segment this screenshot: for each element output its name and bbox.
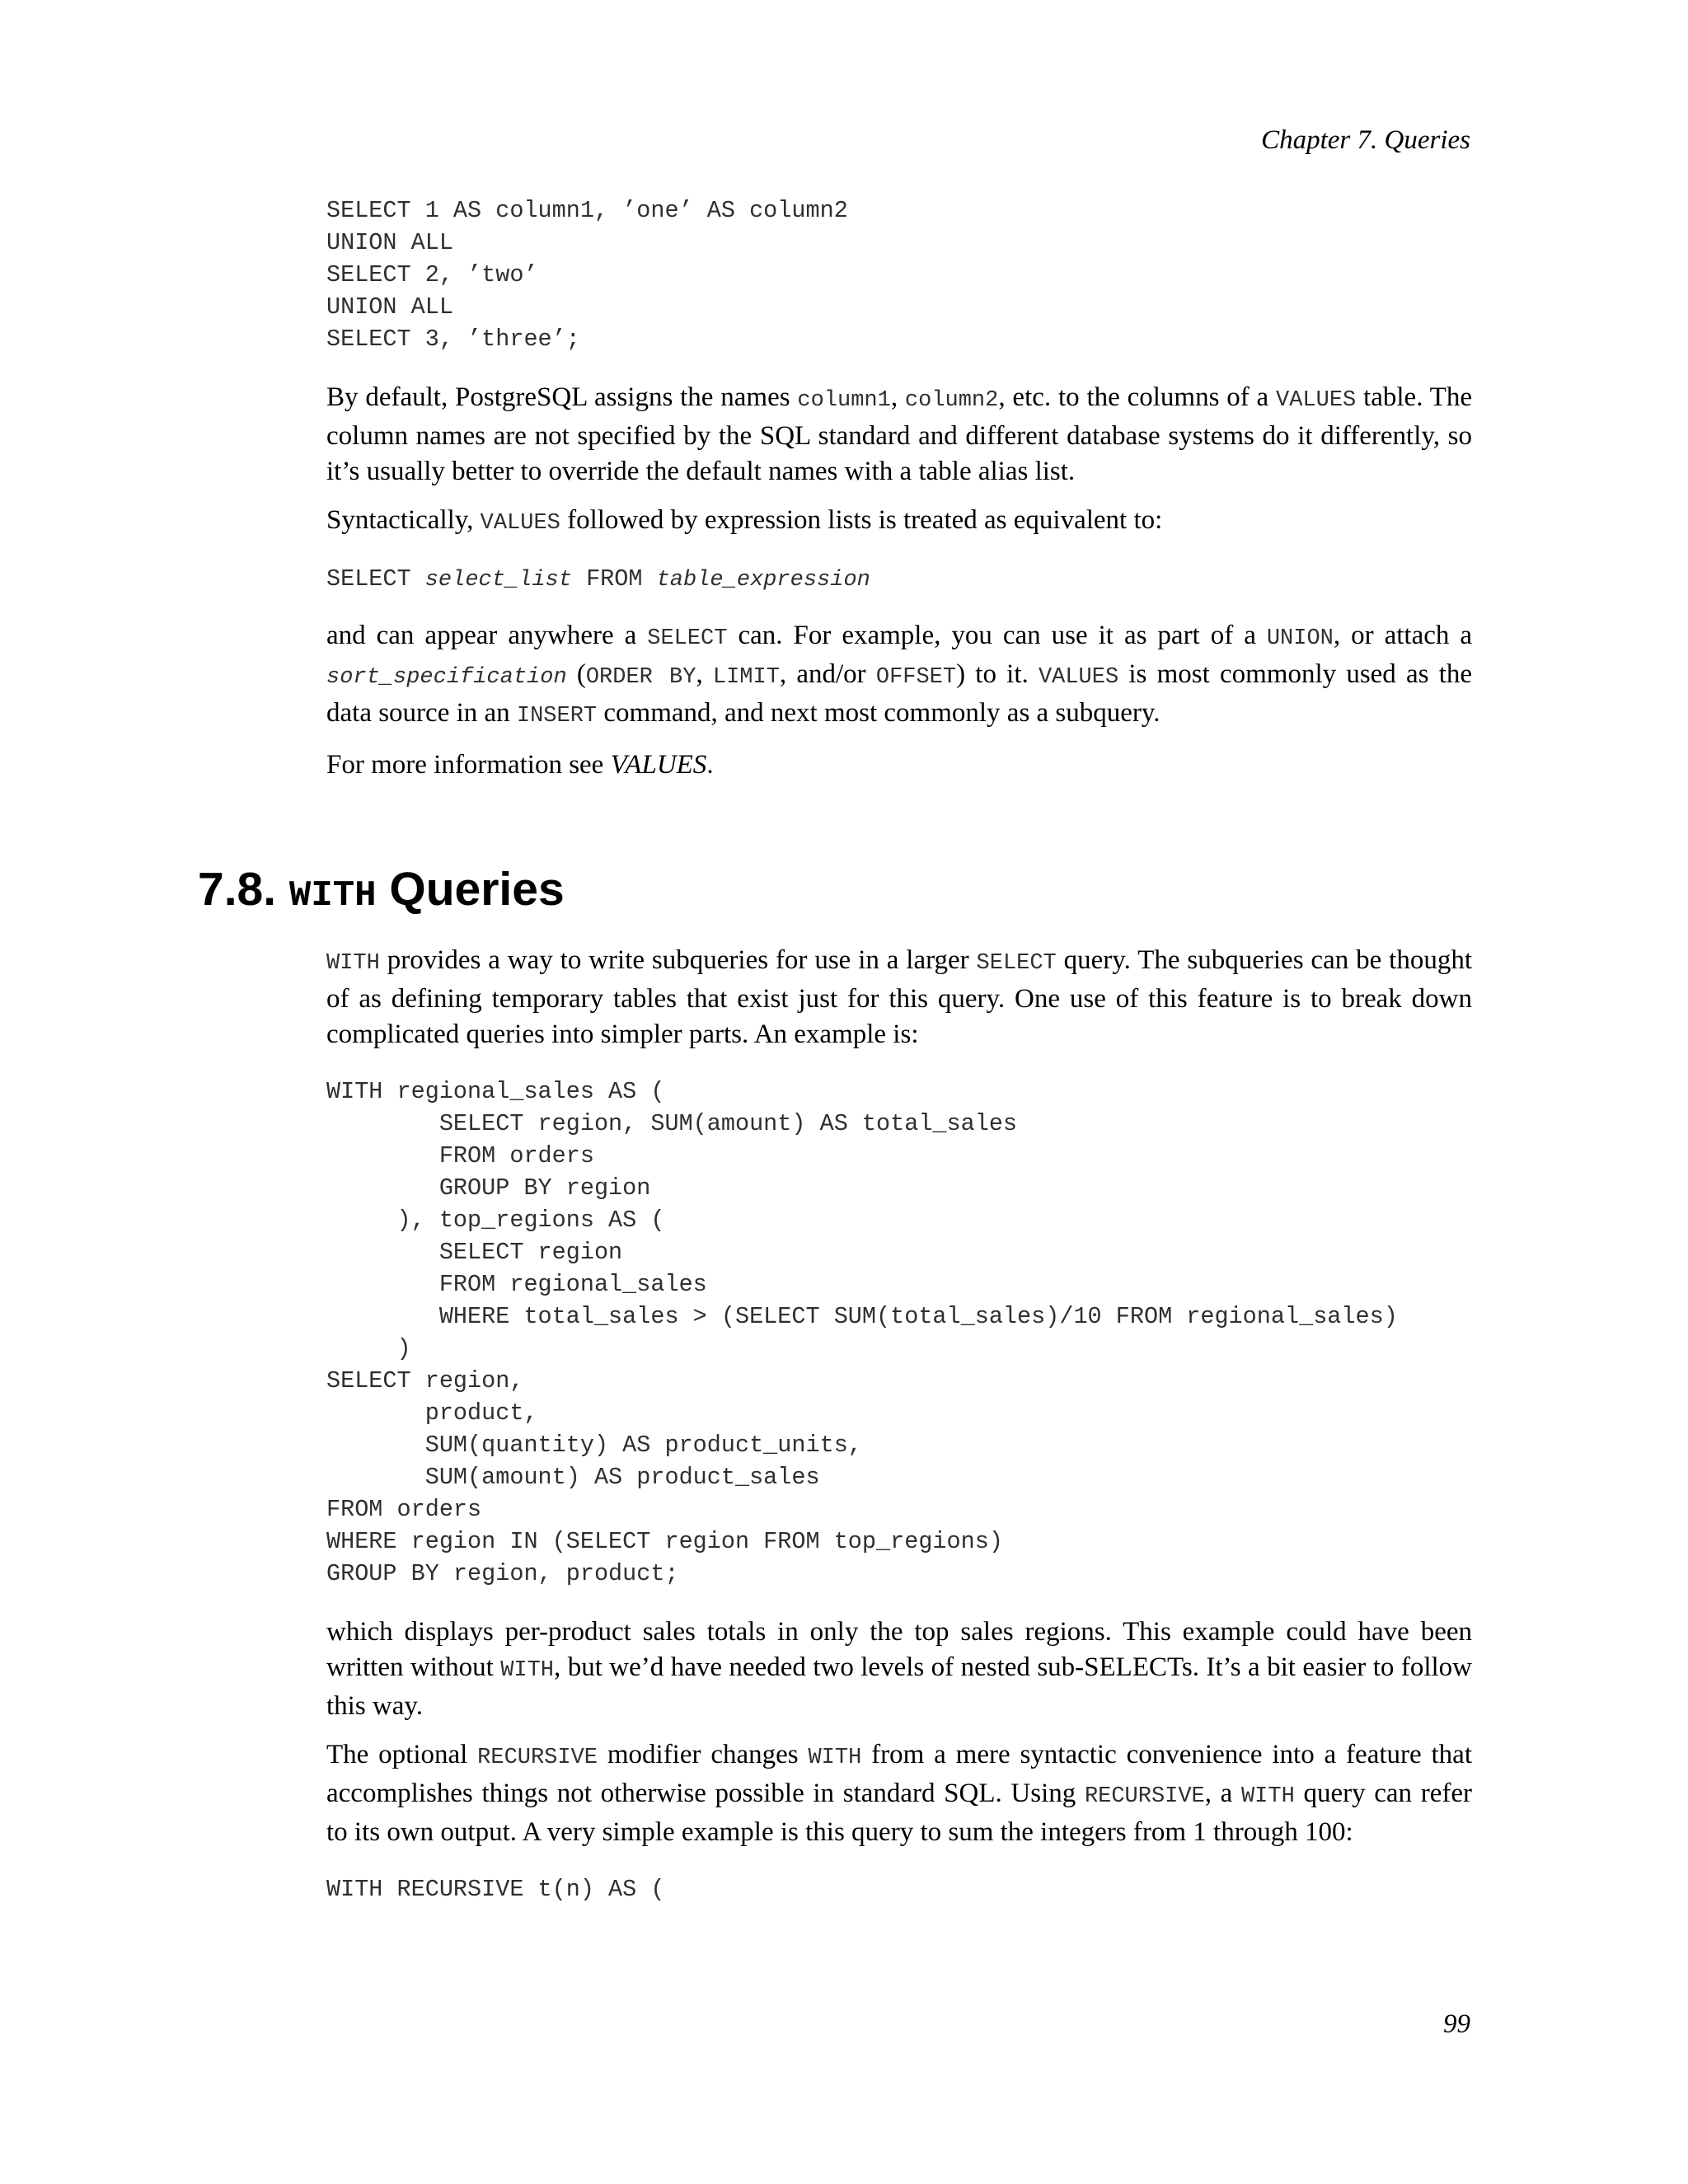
replaceable-sort-specification: sort_specification <box>326 665 567 690</box>
text: is most commonly used as the data source in an <box>326 659 1473 728</box>
inline-code: WITH <box>326 951 380 976</box>
text: followed by expression lists is treated as equivalent to: <box>560 505 1163 535</box>
paragraph-with-intro <box>326 943 1472 1052</box>
section-heading <box>198 862 565 916</box>
text: , but we’d have needed two levels of nested sub-SELECTs. It’s a bit easier to follow this way. <box>326 1652 1472 1721</box>
paragraph-values-usage <box>326 618 1472 734</box>
inline-code: WITH <box>500 1658 554 1683</box>
code-block-union-example: SELECT 1 AS column1, ’one’ AS column2 UNION ALL SELECT 2, ’two’ UNION ALL SELECT 3, ’three’; <box>326 197 848 353</box>
text: By default, PostgreSQL assigns the names <box>326 382 798 412</box>
inline-code: VALUES <box>1276 388 1357 413</box>
inline-code: RECURSIVE <box>1084 1784 1205 1809</box>
inline-code: RECURSIVE <box>477 1746 598 1770</box>
page-number: 99 <box>1443 2009 1470 2039</box>
inline-code: column1 <box>797 388 891 413</box>
paragraph-recursive <box>326 1737 1472 1850</box>
paragraph-default-column-names <box>326 380 1472 490</box>
inline-code: VALUES <box>480 511 560 536</box>
inline-code: UNION <box>1266 626 1334 651</box>
replaceable-table-expression: table_expression <box>656 568 870 593</box>
inline-code: VALUES <box>1038 665 1119 690</box>
text: , or attach a <box>1333 621 1472 650</box>
text: , and/or <box>779 659 876 689</box>
text: from a mere syntactic convenience into a feature that accomplishes things not otherwise possible in standard SQL. Using <box>326 1740 1472 1808</box>
inline-code: WITH <box>1240 1784 1295 1809</box>
text: Syntactically, <box>326 505 481 535</box>
inline-code: LIMIT <box>712 665 780 690</box>
text: query can refer to its own output. A very simple example is this query to sum the integers from 1 through 100: <box>326 1779 1472 1847</box>
values-reference-link[interactable]: VALUES <box>610 750 707 780</box>
text: . <box>706 750 714 780</box>
text: For more information see <box>326 750 611 780</box>
code-block-select-from <box>326 563 1472 597</box>
text: provides a way to write subqueries for use in a larger <box>379 945 977 975</box>
inline-code: OFFSET <box>875 665 957 690</box>
paragraph-with-explanation <box>326 1615 1472 1724</box>
code-block-recursive-start: WITH RECURSIVE t(n) AS ( <box>326 1876 665 1903</box>
code-block-with-example: WITH regional_sales AS ( SELECT region, SUM(amount) AS total_sales FROM orders GROUP BY region ), top_regions AS ( SELECT region FROM regional_sales WHERE total_sales > (SELECT SUM(total_sales)/10 FROM regional_sales) ) SELECT region, product, SUM(quantity) AS product_units, SUM(amount) AS product_sales FROM orders WHERE region IN (SELECT region FROM top_regions) GROUP BY region, product; <box>326 1078 1398 1587</box>
paragraph-more-info <box>326 748 1472 783</box>
text: , <box>890 382 905 412</box>
text: The optional <box>326 1740 478 1769</box>
text: can. For example, you can use it as part of a <box>727 621 1267 650</box>
paragraph-syntax-equivalent <box>326 503 1472 541</box>
replaceable-select-list: select_list <box>424 568 572 593</box>
text: which displays per-product sales totals in only the top sales regions. This example could have been written without <box>326 1617 1472 1682</box>
inline-code: WITH <box>808 1746 862 1770</box>
section-keyword: WITH <box>288 875 377 916</box>
text: query. The subqueries can be thought of as defining temporary tables that exist just for this query. One use of this feature is to break down complicated queries into simpler parts. An example is: <box>326 945 1472 1049</box>
text: , etc. to the columns of a <box>998 382 1277 412</box>
running-header: Chapter 7. Queries <box>1261 125 1470 155</box>
inline-code: SELECT <box>647 626 728 651</box>
text: modifier changes <box>598 1740 809 1769</box>
text: , a <box>1204 1779 1241 1808</box>
text: table. The column names are not specified by the SQL standard and different database systems do it differently, so it’s usually better to override the default names with a table alias list. <box>326 382 1472 486</box>
text: and can appear anywhere a <box>326 621 648 650</box>
code-keyword: FROM <box>586 565 643 593</box>
page-content <box>326 194 1472 783</box>
inline-code: ORDER BY <box>585 665 696 690</box>
text: ) to it. <box>956 659 1039 689</box>
inline-code: SELECT <box>976 951 1057 976</box>
section-title-text: Queries <box>389 863 565 916</box>
text: ( <box>566 659 586 689</box>
text: , <box>696 659 713 689</box>
section-content <box>326 943 1472 1905</box>
text: command, and next most commonly as a subquery. <box>597 698 1160 728</box>
section-number: 7.8. <box>198 863 277 916</box>
inline-code: INSERT <box>516 704 598 729</box>
code-keyword: SELECT <box>326 565 411 593</box>
inline-code: column2 <box>904 388 999 413</box>
